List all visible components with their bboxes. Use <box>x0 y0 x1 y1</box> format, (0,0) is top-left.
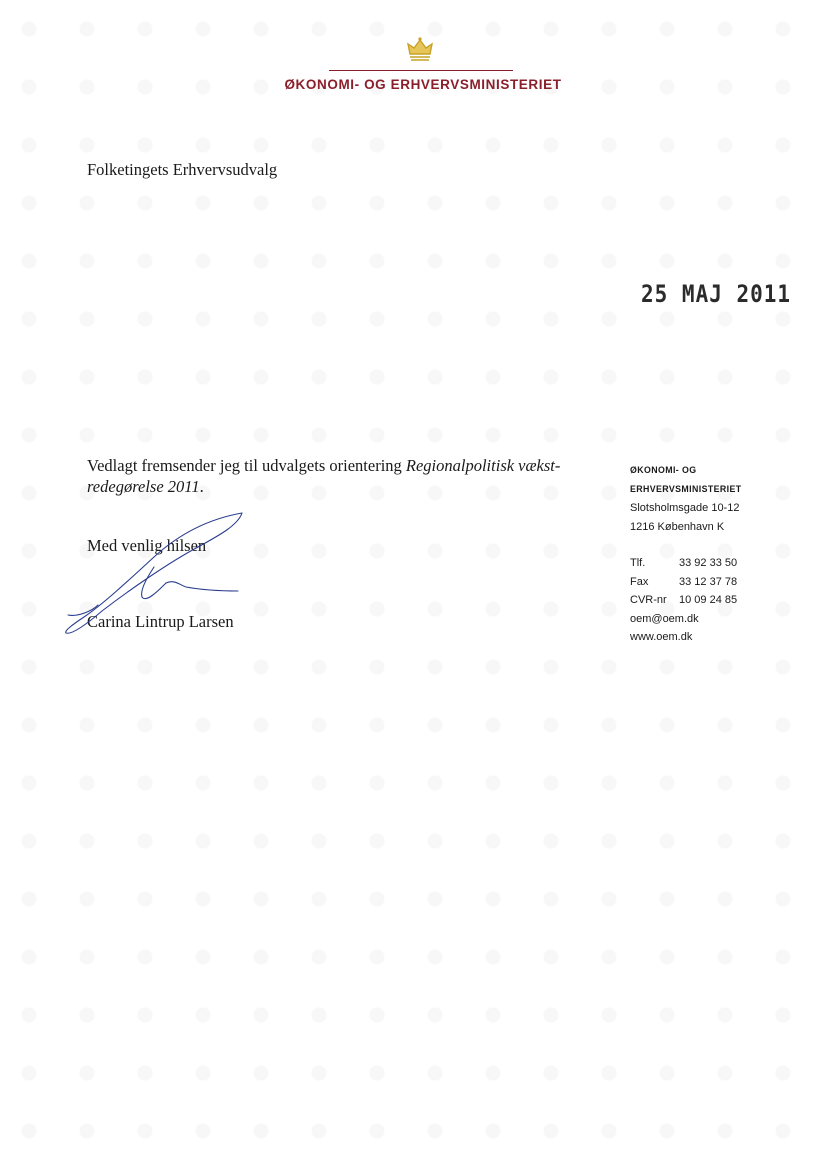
crown-icon <box>406 36 434 62</box>
contact-row-cvr <box>630 591 800 610</box>
contact-value: 33 92 33 50 <box>679 557 738 569</box>
email-link[interactable]: oem@oem.dk <box>630 612 699 625</box>
report-title: Regionalpolitisk vækst-redegørelse 2011 <box>87 456 561 496</box>
letterhead-rule <box>329 70 513 71</box>
greeting: Med venlig hilsen <box>87 536 207 555</box>
date-stamp: 25 MAJ 2011 <box>641 280 792 308</box>
sidebar-org-line1: ØKONOMI- OG <box>630 465 697 475</box>
contact-label: Fax <box>630 575 649 588</box>
contact-sidebar <box>630 461 800 647</box>
contact-value: 10 09 24 85 <box>679 594 738 606</box>
recipient: Folketingets Erhvervsudvalg <box>87 160 278 179</box>
ministry-name: ØKONOMI- OG ERHVERVSMINISTERIET <box>284 77 562 92</box>
sidebar-org-line2: ERHVERVSMINISTERIET <box>630 484 742 494</box>
sidebar-street: Slotsholmsgade 10-12 <box>630 502 740 514</box>
signer-name: Carina Lintrup Larsen <box>87 612 234 631</box>
website-link[interactable]: www.oem.dk <box>630 631 693 643</box>
contact-row-phone <box>630 554 800 573</box>
contact-label: Tlf. <box>630 557 646 569</box>
body-end: . <box>199 477 204 496</box>
contact-label: CVR-nr <box>630 594 667 606</box>
sidebar-city: 1216 København K <box>630 520 725 533</box>
contact-row-fax <box>630 573 800 592</box>
body-intro: Vedlagt fremsender jeg til udvalgets orientering <box>87 456 406 475</box>
letter-body <box>87 455 587 497</box>
contact-value: 33 12 37 78 <box>679 575 738 588</box>
handwritten-signature <box>58 505 253 635</box>
